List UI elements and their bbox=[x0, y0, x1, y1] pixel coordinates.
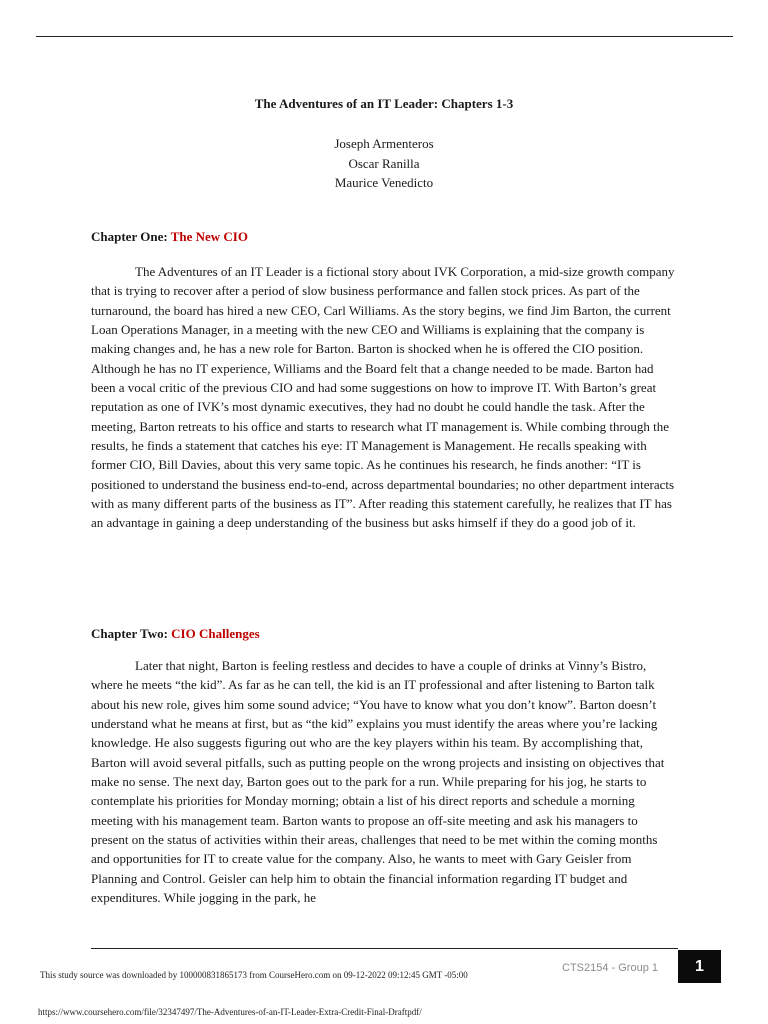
author-name: Oscar Ranilla bbox=[348, 155, 420, 171]
chapter-title: CIO Challenges bbox=[171, 626, 260, 641]
page-number-badge: 1 bbox=[678, 950, 721, 983]
chapter-two-body: Later that night, Barton is feeling restless and decides to have a couple of drinks at Vinny’s Bistro, where he meets “the kid”. As far as he can tell, the kid is an IT professional and after listening to Barton talk about his new role, gives him some sound advice; “You have to know what you don’t know”. Barton doesn’t understand what he means at first, but as “the kid” explains you must identify the areas where you’re lacking knowledge. He also suggests figuring out who are the key players within his team. By accomplishing that, Barton will avoid several pitfalls, such as putting people on the wrong projects and insisting on objectives that make no sense. The next day, Barton goes out to the park for a run. While preparing for his jog, he starts to contemplate his priorities for Monday morning; obtain a list of his direct reports and schedule a morning meeting with his management team. Barton wants to propose an off-site meeting and ask his managers to present on the status of activities within their areas, challenges that need to be met within the coming months and opportunities for IT to create value for the company. Also, he wants to meet with Gary Geisler from Planning and Control. Geisler can help him to obtain the financial information regarding IT budget and expenditures. While jogging in the park, he bbox=[91, 658, 665, 906]
chapter-label: Chapter Two: bbox=[91, 626, 168, 641]
top-rule bbox=[36, 36, 733, 37]
footer-rule bbox=[91, 948, 678, 949]
footer-course-label: CTS2154 - Group 1 bbox=[562, 962, 658, 974]
chapter-one-body: The Adventures of an IT Leader is a fictional story about IVK Corporation, a mid-size growth company that is trying to recover after a period of slow business performance and fallen stock prices. As part of the turnaround, the board has hired a new CEO, Carl Williams. As the story begins, we find Jim Barton, the current Loan Operations Manager, in a meeting with the new CEO and Williams is explaining that the company is making changes and, he has a new role for Barton. Barton is shocked when he is offered the CIO position. Although he has no IT experience, Williams and the Board felt that a change needed to be made. Barton had been a vocal critic of the previous CIO and had some suggestions on how to improve IT. With Barton’s great reputation as one of IVK’s most dynamic executives, they had no doubt he could handle the task. After the meeting, Barton retreats to his office and starts to research what IT management is. While combing through the results, he finds a statement that catches his eye: IT Management is Management. He recalls speaking with former CIO, Bill Davies, about this very same topic. As he continues his research, he finds another: “IT is positioned to understand the business end-to-end, across departmental boundaries; no other department interacts with as many different parts of the business as IT”. After reading this statement carefully, he realizes that IT has an advantage in gaining a deep understanding of the business but asks himself if they do a good job of it. bbox=[91, 264, 675, 531]
chapter-one-heading bbox=[91, 229, 248, 245]
author-list bbox=[0, 134, 768, 193]
author-name: Joseph Armenteros bbox=[334, 136, 434, 151]
download-note: This study source was downloaded by 100000831865173 from CourseHero.com on 09-12-2022 09:12:45 GMT -05:00 bbox=[40, 970, 468, 980]
author-name: Maurice Venedicto bbox=[334, 175, 434, 190]
source-url[interactable]: https://www.coursehero.com/file/32347497/The-Adventures-of-an-IT-Leader-Extra-Credit-Final-Draftpdf/ bbox=[38, 1007, 422, 1017]
chapter-two-heading bbox=[91, 626, 260, 642]
chapter-title: The New CIO bbox=[170, 229, 248, 244]
chapter-label: Chapter One: bbox=[91, 229, 168, 244]
document-title: The Adventures of an IT Leader: Chapters 1-3 bbox=[254, 96, 514, 111]
